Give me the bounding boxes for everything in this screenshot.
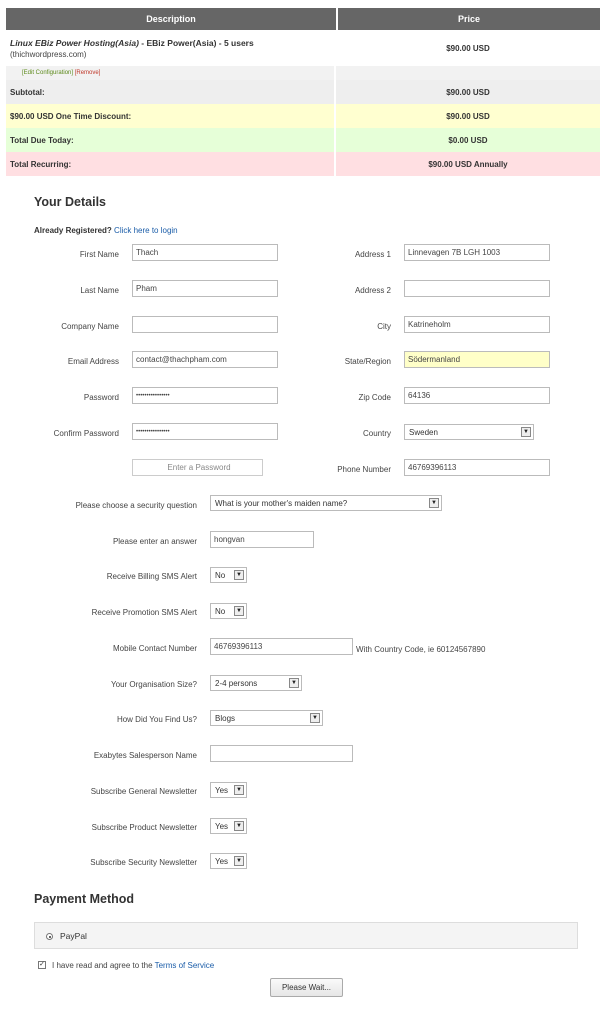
email-label: Email Address — [67, 357, 119, 366]
chevron-down-icon: ▼ — [234, 821, 244, 831]
chevron-down-icon: ▼ — [234, 570, 244, 580]
billing-sms-select[interactable] — [210, 567, 247, 583]
tos-checkbox[interactable] — [38, 961, 46, 969]
mobile-label: Mobile Contact Number — [112, 644, 197, 653]
phone-input[interactable]: 46769396113 — [404, 459, 550, 476]
recurring-row — [6, 152, 600, 176]
recurring-value: $90.00 USD Annually — [428, 159, 508, 169]
found-us-select[interactable] — [210, 710, 323, 726]
security-newsletter-value: Yes — [215, 856, 229, 866]
mobile-hint: With Country Code, ie 60124567890 — [356, 645, 486, 654]
address1-label: Address 1 — [354, 250, 391, 259]
last-name-input[interactable]: Pham — [132, 280, 278, 297]
org-size-value: 2-4 persons — [215, 678, 258, 688]
product-title — [10, 38, 254, 48]
paypal-label: PayPal — [60, 931, 87, 941]
security-question-label: Please choose a security question — [75, 501, 197, 510]
answer-label: Please enter an answer — [112, 537, 197, 546]
billing-sms-value: No — [215, 570, 226, 580]
country-label: Country — [362, 429, 391, 438]
submit-button[interactable]: Please Wait... — [270, 978, 343, 997]
payment-heading: Payment Method — [34, 892, 135, 906]
remove-link[interactable]: [Remove] — [74, 70, 101, 76]
zip-input[interactable]: 64136 — [404, 387, 550, 404]
due-today-row — [6, 128, 600, 152]
last-name-label: Last Name — [80, 286, 119, 295]
tos-text — [52, 961, 214, 970]
already-registered-label: Already Registered? — [34, 226, 112, 235]
security-question-select[interactable] — [210, 495, 442, 511]
city-input[interactable]: Katrineholm — [404, 316, 550, 333]
found-us-label: How Did You Find Us? — [116, 715, 197, 724]
email-input[interactable]: contact@thachpham.com — [132, 351, 278, 368]
chevron-down-icon: ▼ — [521, 427, 531, 437]
general-newsletter-select[interactable] — [210, 782, 247, 798]
product-name: Linux EBiz Power Hosting(Asia) — [10, 37, 139, 48]
product-domain: (thichwordpress.com) — [10, 49, 87, 59]
general-newsletter-label: Subscribe General Newsletter — [90, 787, 197, 796]
org-size-label: Your Organisation Size? — [111, 680, 197, 689]
product-newsletter-label: Subscribe Product Newsletter — [91, 823, 197, 832]
edit-configuration-link[interactable]: [Edit Configuration] — [22, 70, 74, 76]
already-registered — [34, 226, 178, 235]
company-label: Company Name — [61, 322, 119, 331]
chevron-down-icon: ▼ — [234, 785, 244, 795]
discount-row — [6, 104, 600, 128]
state-label: State/Region — [344, 357, 391, 366]
cart-header — [6, 8, 600, 30]
security-newsletter-select[interactable] — [210, 853, 247, 869]
security-question-value: What is your mother's maiden name? — [215, 498, 348, 508]
terms-link[interactable]: Terms of Service — [154, 961, 215, 970]
state-input[interactable]: Södermanland — [404, 351, 550, 368]
phone-label: Phone Number — [337, 465, 391, 474]
billing-sms-label: Receive Billing SMS Alert — [106, 572, 197, 581]
cart-table — [6, 8, 600, 176]
promo-sms-label: Receive Promotion SMS Alert — [91, 608, 197, 617]
discount-label: $90.00 USD One Time Discount: — [6, 104, 336, 128]
salesperson-label: Exabytes Salesperson Name — [93, 751, 197, 760]
salesperson-input[interactable] — [210, 745, 353, 762]
chevron-down-icon: ▼ — [289, 678, 299, 688]
chevron-down-icon: ▼ — [234, 606, 244, 616]
mobile-input[interactable]: 46769396113 — [210, 638, 353, 655]
due-today-value: $0.00 USD — [448, 135, 488, 145]
found-us-value: Blogs — [215, 713, 236, 723]
login-link[interactable]: Click here to login — [114, 226, 178, 235]
subtotal-value: $90.00 USD — [446, 87, 490, 97]
subtotal-row — [6, 80, 600, 104]
promo-sms-select[interactable] — [210, 603, 247, 619]
tos-label: I have read and agree to the — [52, 961, 153, 970]
confirm-password-label: Confirm Password — [53, 429, 119, 438]
product-row — [6, 30, 600, 66]
promo-sms-value: No — [215, 606, 226, 616]
password-strength: Enter a Password — [132, 459, 263, 476]
product-price: $90.00 USD — [446, 43, 490, 53]
password-input[interactable]: •••••••••••••••• — [132, 387, 278, 404]
company-input[interactable] — [132, 316, 278, 333]
product-actions — [6, 66, 600, 80]
security-newsletter-label: Subscribe Security Newsletter — [90, 858, 197, 867]
product-newsletter-select[interactable] — [210, 818, 247, 834]
country-select[interactable] — [404, 424, 534, 440]
discount-value: $90.00 USD — [446, 111, 490, 121]
payment-option-box — [34, 922, 578, 949]
address1-input[interactable]: Linnevagen 7B LGH 1003 — [404, 244, 550, 261]
due-today-label: Total Due Today: — [6, 128, 336, 152]
password-label: Password — [83, 393, 119, 402]
chevron-down-icon: ▼ — [234, 856, 244, 866]
product-detail: - EBiz Power(Asia) - 5 users — [138, 37, 254, 48]
check-icon: ✓ — [39, 961, 45, 968]
general-newsletter-value: Yes — [215, 785, 229, 795]
header-description: Description — [6, 8, 338, 30]
answer-input[interactable]: hongvan — [210, 531, 314, 548]
paypal-radio[interactable] — [46, 933, 53, 940]
org-size-select[interactable] — [210, 675, 302, 691]
first-name-label: First Name — [79, 250, 119, 259]
city-label: City — [377, 322, 391, 331]
confirm-password-input[interactable]: •••••••••••••••• — [132, 423, 278, 440]
chevron-down-icon: ▼ — [310, 713, 320, 723]
country-value: Sweden — [409, 427, 438, 437]
first-name-input[interactable]: Thach — [132, 244, 278, 261]
recurring-label: Total Recurring: — [6, 152, 336, 176]
address2-input[interactable] — [404, 280, 550, 297]
details-heading: Your Details — [34, 195, 107, 209]
product-newsletter-value: Yes — [215, 821, 229, 831]
address2-label: Address 2 — [354, 286, 391, 295]
chevron-down-icon: ▼ — [429, 498, 439, 508]
header-price: Price — [457, 14, 481, 24]
subtotal-label: Subtotal: — [6, 80, 336, 104]
zip-label: Zip Code — [358, 393, 391, 402]
